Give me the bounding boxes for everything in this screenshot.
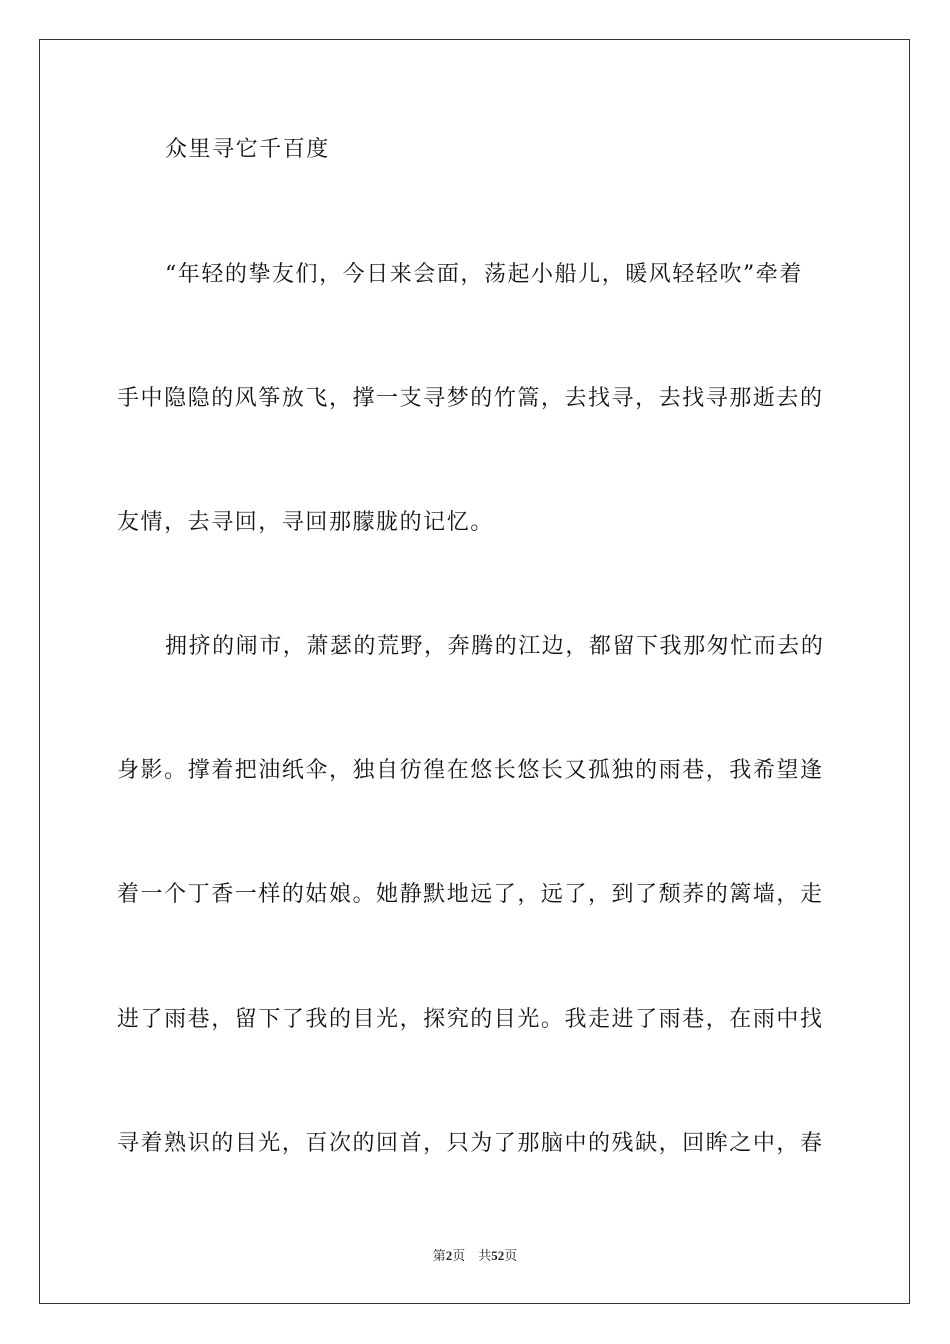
footer-total-suffix: 页 <box>504 1248 518 1263</box>
footer-total-pages: 52 <box>491 1248 505 1263</box>
page-frame <box>39 39 910 1304</box>
paragraph-2-line-3: 着一个丁香一样的姑娘。她静默地远了，远了，到了颓荞的篱墙，走 <box>117 882 824 907</box>
page-footer <box>0 1247 950 1265</box>
paragraph-1-line-3: 友情，去寻回，寻回那朦胧的记忆。 <box>117 510 494 535</box>
footer-page-prefix: 第 <box>432 1248 446 1263</box>
document-title: 众里寻它千百度 <box>165 137 330 162</box>
paragraph-2-line-1: 拥挤的闹市，萧瑟的荒野，奔腾的江边，都留下我那匆忙而去的 <box>165 634 825 659</box>
paragraph-1-line-1: “年轻的挚友们，今日来会面，荡起小船儿，暖风轻轻吹”牵着 <box>165 262 803 287</box>
footer-page-suffix: 页 <box>452 1248 466 1263</box>
paragraph-1-line-2: 手中隐隐的风筝放飞，撑一支寻梦的竹篙，去找寻，去找寻那逝去的 <box>117 386 824 411</box>
footer-total-prefix: 共 <box>478 1248 492 1263</box>
paragraph-2-line-4: 进了雨巷，留下了我的目光，探究的目光。我走进了雨巷，在雨中找 <box>117 1007 824 1032</box>
paragraph-2-line-5: 寻着熟识的目光，百次的回首，只为了那脑中的残缺，回眸之中，春 <box>117 1131 824 1156</box>
footer-page-number: 2 <box>445 1248 453 1263</box>
paragraph-2-line-2: 身影。撑着把油纸伞，独自彷徨在悠长悠长又孤独的雨巷，我希望逢 <box>117 758 824 783</box>
